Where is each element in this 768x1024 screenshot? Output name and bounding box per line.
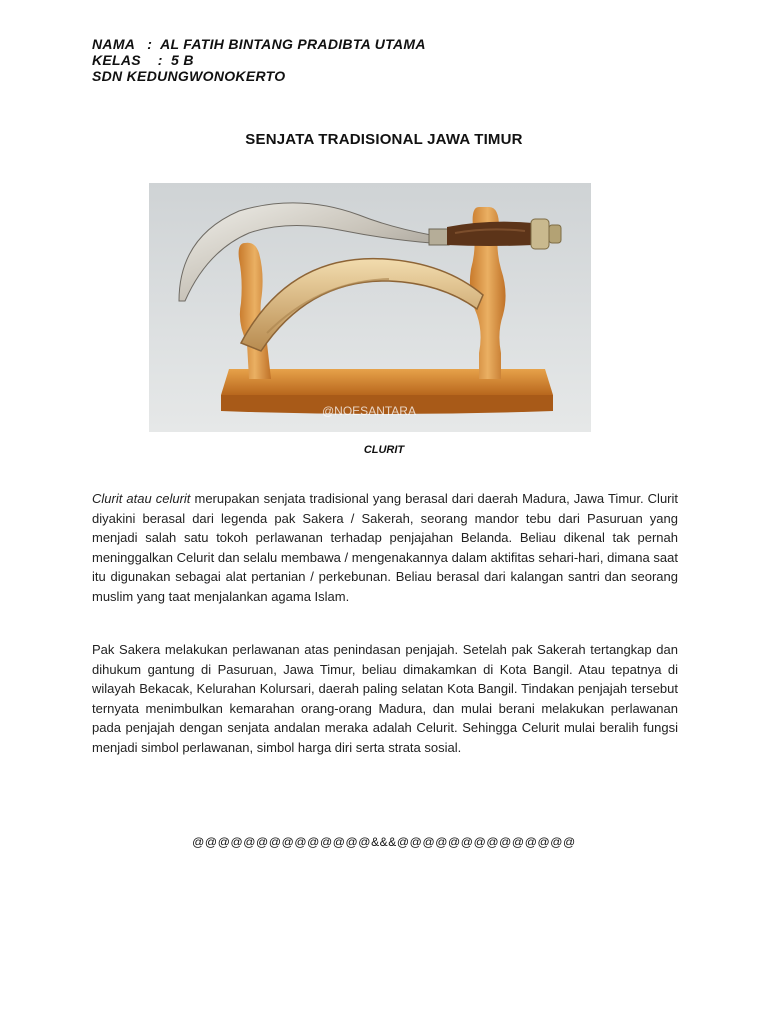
paragraph-clurit-origin <box>92 489 678 606</box>
paragraph-lead-italic: Clurit atau celurit <box>92 491 191 506</box>
page-title: SENJATA TRADISIONAL JAWA TIMUR <box>245 131 523 148</box>
clurit-illustration <box>149 183 591 432</box>
clurit-pommel <box>531 219 549 249</box>
image-caption: CLURIT <box>363 444 405 456</box>
student-info-header <box>92 36 426 84</box>
paragraph-pak-sakera: Pak Sakera melakukan perlawanan atas penindasan penjajah. Setelah pak Sakerah tertangkap dan dihukum gantung di Pasuruan, Jawa Timur, beliau dimakamkan di Kota Bangil. Atau tepatnya di wilayah Bekacak, Kelurahan Kolursari, daerah paling selatan Kota Bangil. Tindakan penjajah tersebut ternyata menimbulkan kemarahan orang-orang Madura, dan mulai berani melakukan perlawanan pada penjajah dengan senjata andalan meraka adalah Celurit. Sehingga Celurit mulai beralih fungsi menjadi simbol perlawanan, simbol harga diri serta strata sosial. <box>92 642 678 755</box>
school-name-line: SDN KEDUNGWONOKERTO <box>92 68 286 84</box>
paragraph-body: merupakan senjata tradisional yang berasal dari daerah Madura, Jawa Timur. Clurit diyakini berasal dari legenda pak Sakera / Sakerah, seorang mandor tebu dari Pasuruan yang menjadi salah satu tokoh perlawanan terhadap penjajahan Belanda. Beliau dikenal tak pernah meninggalkan Celurit dan selalu membawa / mengenakannya dalam aktifitas sehari-hari, dimana saat itu digunakan sebagai alat pertanian / perkebunan. Beliau berasal dari kalangan santri dan seorang muslim yang taat menjalankan agama Islam. <box>92 491 678 604</box>
image-watermark: @NOESANTARA <box>322 404 416 418</box>
student-class-line: KELAS : 5 B <box>92 52 194 68</box>
divider-line: @@@@@@@@@@@@@@&&&@@@@@@@@@@@@@@ <box>192 835 576 849</box>
student-name-line: NAMA : AL FATIH BINTANG PRADIBTA UTAMA <box>92 36 426 52</box>
clurit-photo <box>149 183 591 432</box>
stand-base <box>221 369 553 395</box>
clurit-handle <box>447 222 533 246</box>
